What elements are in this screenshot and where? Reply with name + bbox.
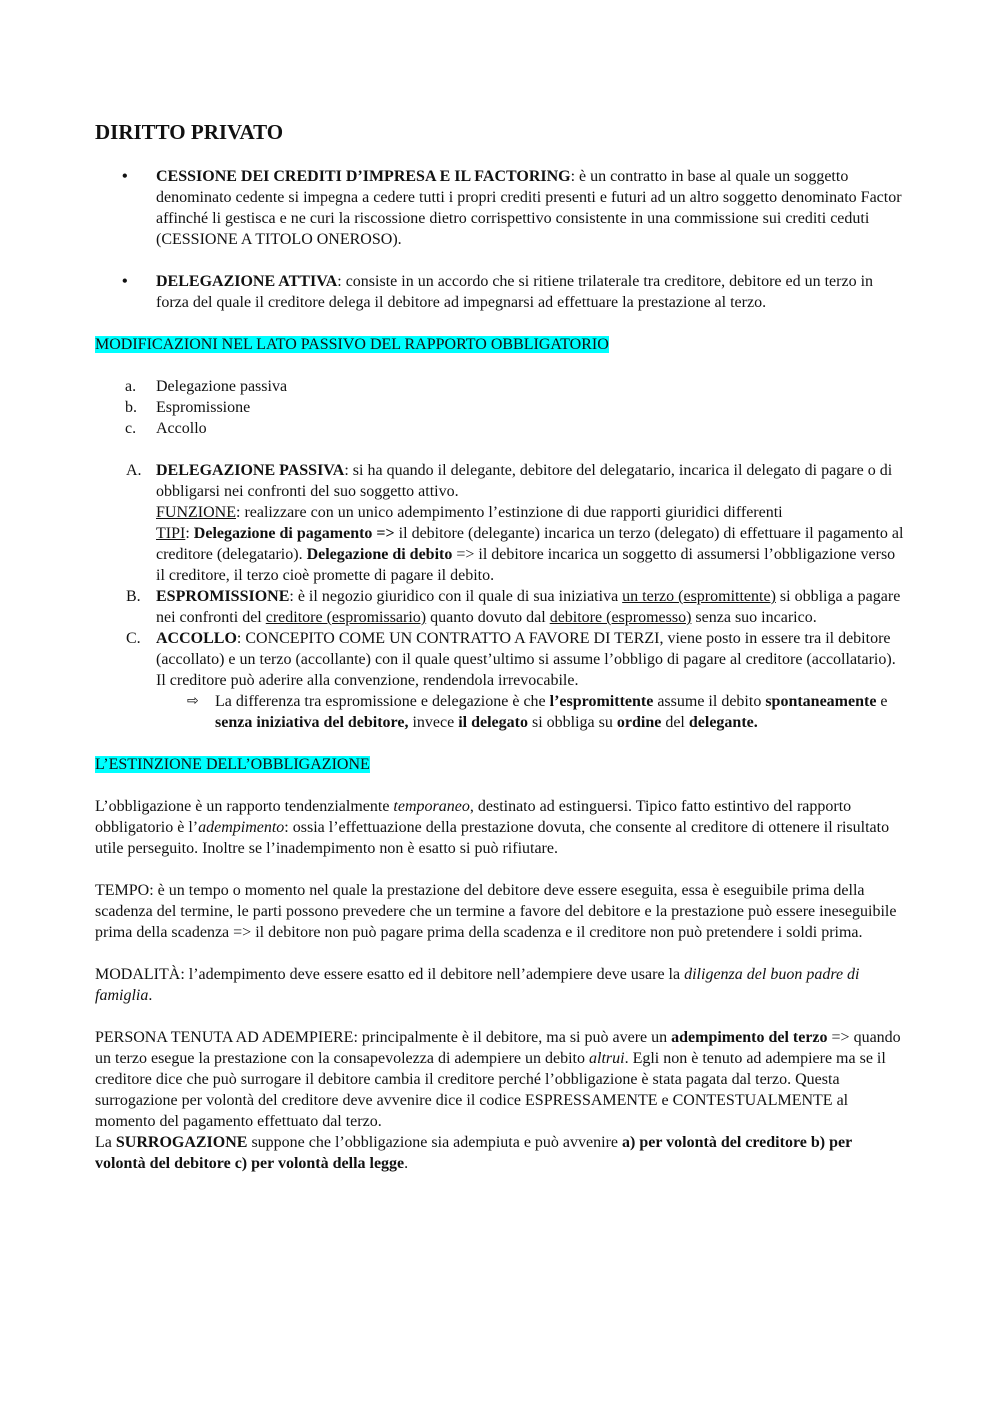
tipi-label: TIPI [156,525,186,542]
italic-run: temporaneo [393,798,470,815]
paragraph-persona [95,1027,904,1174]
upper-list [95,460,904,733]
text-run: => quando un terzo esegue la prestazione con la consapevolezza di adempiere un debito [95,1029,901,1067]
list-marker: b. [125,399,137,416]
text-run: del [661,714,689,731]
list-item-text: : si ha quando il delegante, debitore del delegatario, incarica il delegato di pagare o di obbligarsi nei confronti del suo soggetto attivo. [156,462,893,500]
text-run: . [148,987,153,1004]
bullet-text: : consiste in un accordo che si ritiene trilaterale tra creditore, debitore ed un terzo in forza del quale il creditore delega il debitore ad impegnarsi ad effettuare la prestazione al terzo. [156,273,874,311]
funzione-text: : realizzare con un unico adempimento l’estinzione di due rapporti giuridici differenti [236,504,783,521]
bullet-item-delegazione-attiva [95,271,904,313]
bold-run: il delegato [458,714,528,731]
list-item-text: Espromissione [156,399,251,416]
italic-run: diligenza del buon padre di famiglia [95,966,860,1004]
section-heading-modificazioni [95,334,904,355]
tipi-text-pagamento: il debitore (delegante) incarica un terzo (delegato) di effettuare il pagamento al creditore (delegatario). [156,525,904,563]
bold-run: a) per volontà del creditore b) per volontà del debitore c) per volontà della legge [95,1134,852,1172]
list-item-text: Accollo [156,420,207,437]
funzione-label: FUNZIONE [156,504,236,521]
italic-run: adempimento [198,819,285,836]
bold-run: senza iniziativa del debitore, [215,714,409,731]
list-item-espromissione [95,586,904,628]
alpha-list [95,376,904,439]
list-marker: C. [126,630,141,647]
text-run: si obbliga a pagare nei confronti del [156,588,901,626]
list-item-term: ESPROMISSIONE [156,588,290,605]
text-run: e [876,693,888,710]
bullet-item-cessione [95,166,904,250]
text-run: quanto dovuto dal [426,609,550,626]
paragraph-obbligazione [95,796,904,859]
list-marker: c. [125,420,137,437]
text-run: PERSONA TENUTA AD ADEMPIERE: principalmente è il debitore, ma si può avere un [95,1029,672,1046]
tipi-term-pagamento: Delegazione di pagamento => [193,525,395,542]
list-item-text: : CONCEPITO COME UN CONTRATTO A FAVORE DI TERZI, viene posto in essere tra il debitore (accollato) e un terzo (accollante) con il quale quest’ultimo si assume l’obbligo di pagare al creditore (accollatario). Il creditore può aderire alla convenzione, rendendola irrevocabile. [156,630,896,689]
list-item-term: DELEGAZIONE PASSIVA [156,462,345,479]
tipi-separator: : [185,525,194,542]
underlined-espromittente: un terzo (espromittente) [622,588,776,605]
text-run: invece [408,714,459,731]
bullet-dot-icon: • [122,273,128,290]
highlighted-heading: MODIFICAZIONI NEL LATO PASSIVO DEL RAPPORTO OBBLIGATORIO [95,336,609,353]
text-run: suppone che l’obbligazione sia adempiuta e può avvenire [247,1134,622,1151]
list-item [95,376,904,397]
text-run: : ossia l’effettuazione della prestazione dovuta, che consente al creditore di ottenere il risultato utile perseguito. Inoltre se l’inadempimento non è esatto si può rifiutare. [95,819,890,857]
list-item-term: ACCOLLO [156,630,237,647]
sub-item-differenza [95,691,904,733]
text-run: MODALITÀ: l’adempimento deve essere esatto ed il debitore nell’adempiere deve usare la [95,966,685,983]
paragraph-tempo: TEMPO: è un tempo o momento nel quale la prestazione del debitore deve essere eseguita, essa è eseguibile prima della scadenza del termine, le parti possono prevedere che un termine a favore del debitore e la prestazione può essere ineseguibile prima della scadenza => il debitore non può pagare prima della scadenza e il creditore non può pretendere i soldi prima. [95,882,897,941]
text-run: , destinato ad estinguersi. Tipico fatto estintivo del rapporto obbligatorio è l’ [95,798,852,836]
text-run: : è il negozio giuridico con il quale di sua iniziativa [289,588,623,605]
italic-run: altrui [589,1050,625,1067]
list-item-text: Delegazione passiva [156,378,288,395]
text-run: . Egli non è tenuto ad adempiere ma se il creditore dice che può surrogare il debitore cambia il creditore perché l’obbligazione è stata pagata dal terzo. Questa surrogazione per volontà del creditore deve avvenire dice il codice ESPRESSAMENTE e CONTESTUALMENTE al momento del pagamento effettuato dal terzo. [95,1050,886,1130]
text-run: La differenza tra espromissione e delegazione è che [215,693,550,710]
tipi-text-debito: => il debitore incarica un soggetto di assumersi l’obbligazione verso il creditore, il terzo cioè promette di pagare il debito. [156,546,896,584]
text-run: si obbliga su [527,714,617,731]
bullet-text: : è un contratto in base al quale un soggetto denominato cedente si impegna a cedere tutti i propri crediti presenti e futuri ad un altro soggetto denominato Factor affinché li gestisca e ne curi la riscossione dietro corrispettivo consistente in una commissione sui crediti ceduti (CESSIONE A TITOLO ONEROSO). [156,168,902,248]
text-run: L’obbligazione è un rapporto tendenzialmente [95,798,394,815]
bullet-term: CESSIONE DEI CREDITI D’IMPRESA E IL FACTORING [156,168,571,185]
text-run: . [404,1155,409,1172]
bullet-list [95,166,904,313]
bullet-term: DELEGAZIONE ATTIVA [156,273,338,290]
bold-run: ordine [616,714,662,731]
text-run: senza suo incarico. [691,609,817,626]
list-item [95,397,904,418]
underlined-espromesso: debitore (espromesso) [549,609,692,626]
list-item-delegazione-passiva [95,460,904,586]
section-heading-estinzione [95,754,904,775]
list-marker: a. [125,378,137,395]
bold-run: adempimento del terzo [671,1029,828,1046]
highlighted-heading: L’ESTINZIONE DELL’OBBLIGAZIONE [95,756,370,773]
list-marker: B. [126,588,141,605]
tipi-term-debito: Delegazione di debito [306,546,453,563]
document-title: DIRITTO PRIVATO [95,120,284,144]
underlined-espromissario: creditore (espromissario) [265,609,427,626]
text-run: La [95,1134,116,1151]
bold-run: delegante. [688,714,758,731]
text-run: assume il debito [653,693,766,710]
bold-run: spontaneamente [765,693,877,710]
list-item-accollo [95,628,904,733]
bold-run: SURROGAZIONE [115,1134,248,1151]
bold-run: l’espromittente [549,693,654,710]
list-marker: A. [126,462,142,479]
list-item [95,418,904,439]
arrow-right-icon: ⇨ [187,693,199,709]
paragraph-modalita [95,964,904,1006]
bullet-dot-icon: • [122,168,128,185]
